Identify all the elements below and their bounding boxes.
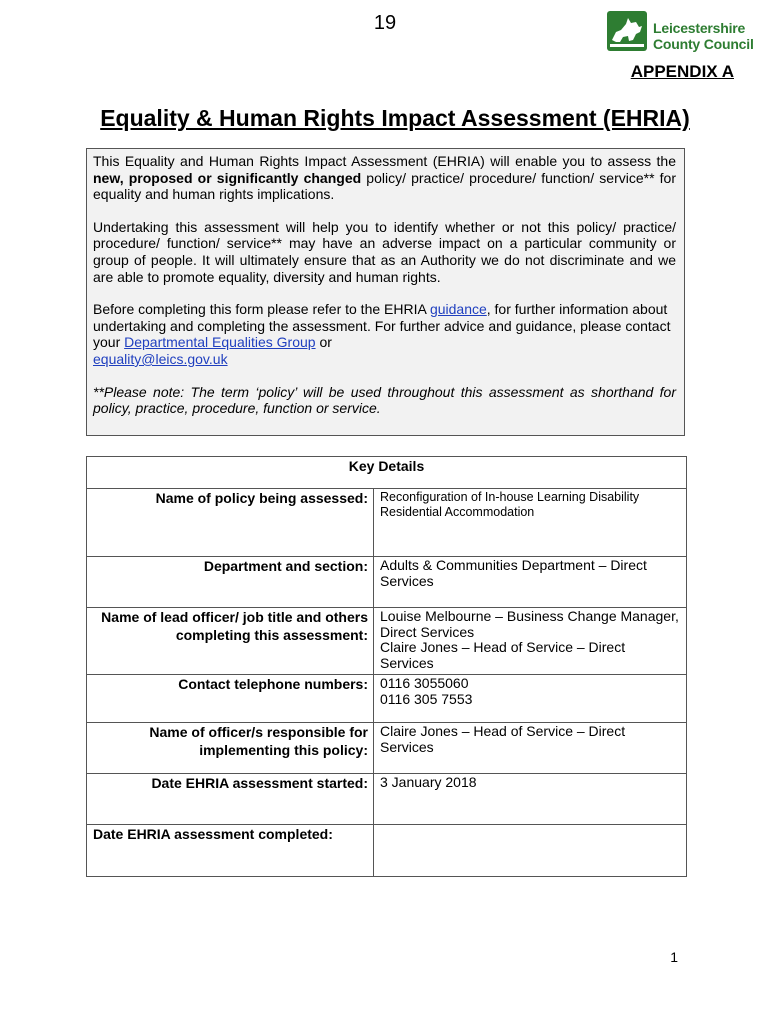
key-details-table bbox=[86, 456, 687, 877]
table-row bbox=[87, 489, 687, 557]
county-council-logo bbox=[606, 8, 758, 54]
intro-box bbox=[86, 148, 685, 436]
logo-line-2: County Council bbox=[653, 36, 754, 52]
table-row bbox=[87, 557, 687, 608]
table-row bbox=[87, 825, 687, 877]
policy-term-note: **Please note: The term ‘policy’ will be used throughout this assessment as shorthand for policy, practice, procedure, function or service. bbox=[93, 383, 676, 417]
row-label: Name of officer/s responsible for implementing this policy: bbox=[87, 723, 374, 774]
document-title: Equality & Human Rights Impact Assessment (EHRIA) bbox=[100, 105, 690, 131]
guidance-link[interactable]: guidance bbox=[429, 301, 487, 318]
fox-emblem-icon bbox=[606, 10, 648, 52]
row-value[interactable]: Claire Jones – Head of Service – Direct Services bbox=[374, 723, 687, 774]
bottom-page-number: 1 bbox=[670, 949, 678, 965]
table-row bbox=[87, 675, 687, 723]
table-row bbox=[87, 723, 687, 774]
row-label: Department and section: bbox=[87, 557, 374, 608]
key-details-heading: Key Details bbox=[87, 457, 687, 489]
logo-line-1: Leicestershire bbox=[653, 20, 746, 36]
row-value[interactable]: Louise Melbourne – Business Change Manager, Direct Services Claire Jones – Head of Service – Direct Services bbox=[374, 608, 687, 675]
top-page-number: 19 bbox=[373, 12, 397, 34]
row-value[interactable]: Reconfiguration of In-house Learning Disability Residential Accommodation bbox=[374, 489, 687, 557]
row-label: Date EHRIA assessment started: bbox=[87, 774, 374, 825]
row-value[interactable] bbox=[374, 825, 687, 877]
row-label: Date EHRIA assessment completed: bbox=[87, 825, 374, 877]
row-value[interactable]: 0116 3055060 0116 305 7553 bbox=[374, 675, 687, 723]
intro-paragraph-1: This Equality and Human Rights Impact Assessment (EHRIA) will enable you to assess the new, proposed or significantly changed policy/ practice/ procedure/ function/ service** for equality and human rights implications. bbox=[93, 153, 676, 203]
intro-paragraph-2: Undertaking this assessment will help you to identify whether or not this policy/ practice/ procedure/ function/ service** may have an adverse impact on a particular community or group of people. It will ultimately ensure that as an Authority we do not discriminate and we are able to promote equality, diversity and human rights. bbox=[93, 218, 676, 285]
table-row bbox=[87, 608, 687, 675]
equality-email-link[interactable]: equality@leics.gov.uk bbox=[93, 350, 228, 367]
row-label: Name of policy being assessed: bbox=[87, 489, 374, 557]
row-label: Name of lead officer/ job title and others completing this assessment: bbox=[87, 608, 374, 675]
row-value[interactable]: 3 January 2018 bbox=[374, 774, 687, 825]
table-row bbox=[87, 774, 687, 825]
intro-emphasis: new, proposed or significantly changed bbox=[93, 169, 362, 186]
intro-paragraph-3: Before completing this form please refer to the EHRIA guidance, for further information about undertaking and completing the assessment. For further advice and guidance, please contact your Departmental Equalities Group or equality@leics.gov.uk bbox=[93, 301, 671, 367]
appendix-label: APPENDIX A bbox=[630, 62, 734, 81]
row-value[interactable]: Adults & Communities Department – Direct Services bbox=[374, 557, 687, 608]
row-label: Contact telephone numbers: bbox=[87, 675, 374, 723]
equalities-group-link[interactable]: Departmental Equalities Group bbox=[124, 334, 316, 351]
